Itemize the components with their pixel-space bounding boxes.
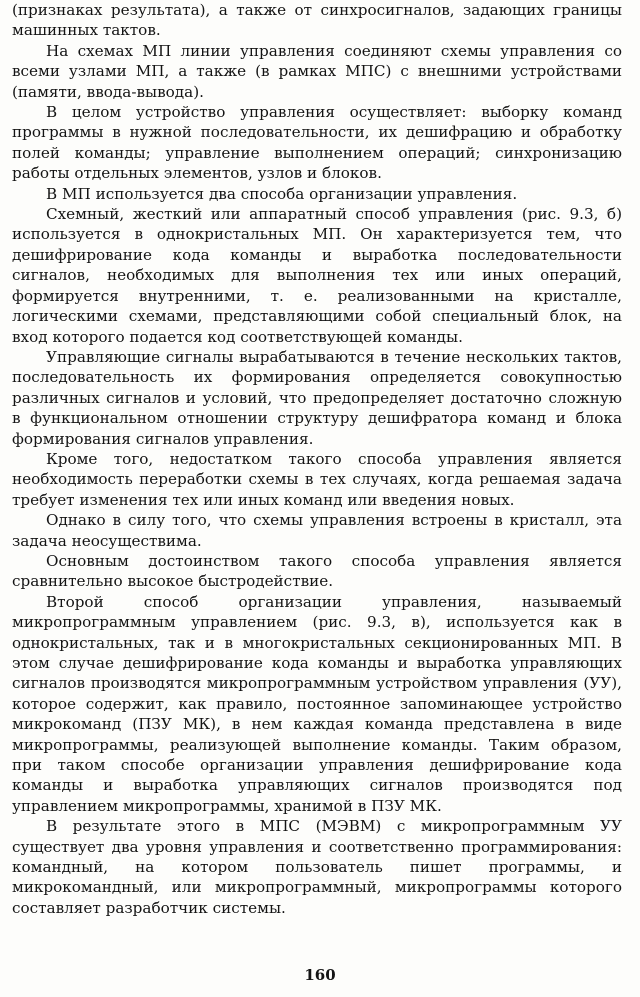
body-text (12, 0, 622, 918)
paragraph: В целом устройство управления осуществляет: выборку команд программы в нужной последовательности, их дешифрацию и обработку полей команды; управление выполнением операций; синхронизацию работы отдельных элементов, узлов и блоков. (12, 103, 622, 183)
paragraph: В результате этого в МПС (МЭВМ) с микропрограммным УУ существует два уровня управления и соответственно программирования: командный, на котором пользователь пишет программы, и микрокомандный, или микропрограммный, микропрограммы которого составляет разработчик системы. (12, 817, 622, 917)
paragraph: (признаках результата), а также от синхросигналов, задающих границы машинных тактов. (12, 1, 622, 40)
paragraph: Основным достоинством такого способа управления является сравнительно высокое быстродействие. (12, 551, 622, 591)
paragraph: На схемах МП линии управления соединяют схемы управления со всеми узлами МП, а также (в рамках МПС) с внешними устройствами (памяти, ввода-вывода). (12, 41, 622, 101)
paragraph: В МП используется два способа организации управления. (46, 184, 518, 203)
paragraph: Второй способ организации управления, называемый микропрограммным управлением (рис. 9.3, в), используется как в однокристальных, так и в многокристальных секционированных МП. В этом случае дешифрирование кода команды и выработка управляющих сигналов производятся микропрограммным устройством управления (УУ), которое содержит, как правило, постоянное запоминающее устройство микрокоманд (ПЗУ МК), в нем каждая команда представлена в виде микропрограммы, реализующей выполнение команды. Таким образом, при таком способе организации управления дешифрирование кода команды и выработка управляющих сигналов производятся под управлением микропрограммы, хранимой в ПЗУ МК. (12, 592, 622, 815)
paragraph: Кроме того, недостатком такого способа управления является необходимость переработки схемы в тех случаях, когда решаемая задача требует изменения тех или иных команд или введения новых. (12, 449, 622, 509)
paragraph: Однако в силу того, что схемы управления встроены в кристалл, эта задача неосуществима. (12, 511, 622, 550)
page-number: 160 (304, 966, 336, 984)
paragraph: Схемный, жесткий или аппаратный способ управления (рис. 9.3, б) используется в однокристальных МП. Он характеризуется тем, что дешифрирование кода команды и выработка последовательности сигналов, необходимых для выполнения тех или иных операций, формируется внутренними, т. е. реализованными на кристалле, логическими схемами, представляющими собой специальный блок, на вход которого подается код соответствующей команды. (12, 205, 622, 346)
paragraph: Управляющие сигналы вырабатываются в течение нескольких тактов, последовательность их формирования определяется совокупностью различных сигналов и условий, что предопределяет достаточно сложную в функциональном отношении структуру дешифратора команд и блока формирования сигналов управления. (12, 347, 622, 448)
